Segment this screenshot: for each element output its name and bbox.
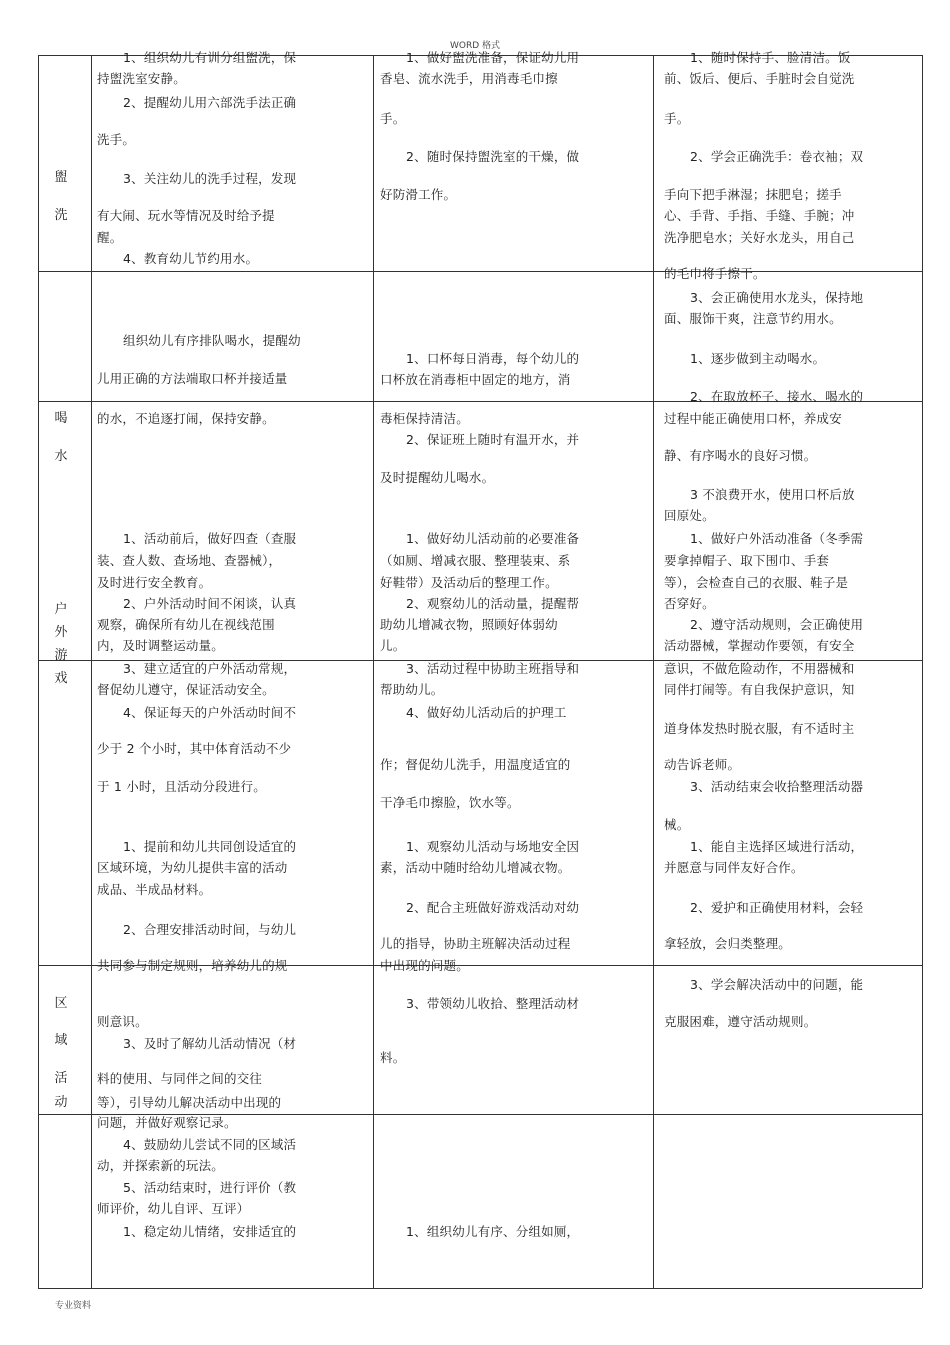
- text-line: 香皂、流水洗手，用消毒毛巾擦: [380, 71, 558, 86]
- text-line: 2、学会正确洗手：卷衣袖；双: [690, 149, 864, 164]
- text-line: 2、遵守活动规则，会正确使用: [690, 617, 864, 632]
- text-line: 拿轻放，会归类整理。: [664, 936, 792, 951]
- category-char: 域: [54, 1033, 68, 1048]
- text-line: 2、在取放杯子、接水、喝水的: [690, 389, 864, 404]
- category-char: 水: [54, 449, 68, 464]
- text-line: 1、观察幼儿活动与场地安全因: [406, 839, 580, 854]
- text-line: 1、逐步做到主动喝水。: [690, 351, 826, 366]
- text-line: 过程中能正确使用口杯，养成安: [664, 411, 842, 426]
- text-line: 好防滑工作。: [380, 187, 457, 202]
- text-line: 毒柜保持清洁。: [380, 411, 469, 426]
- category-char: 喝: [54, 411, 68, 426]
- text-line: 助幼儿增减衣物，照顾好体弱幼: [380, 617, 558, 632]
- category-char: 户: [54, 602, 68, 617]
- text-line: 区域环境，为幼儿提供丰富的活动: [97, 860, 288, 875]
- text-line: 1、做好户外活动准备（冬季需: [690, 531, 864, 546]
- text-line: 洗净肥皂水；关好水龙头，用自己: [664, 230, 855, 245]
- page-header: WORD 格式: [449, 41, 501, 51]
- text-line: 1、口杯每日消毒，每个幼儿的: [406, 351, 580, 366]
- text-line: 的水，不追逐打闹，保持安静。: [97, 411, 275, 426]
- text-line: 4、教育幼儿节约用水。: [123, 251, 259, 266]
- category-char: 活: [54, 1071, 68, 1086]
- text-line: 干净毛巾擦脸，饮水等。: [380, 795, 520, 810]
- text-line: 2、配合主班做好游戏活动对幼: [406, 900, 580, 915]
- text-line: 少于 2 个小时，其中体育活动不少: [97, 741, 292, 756]
- text-line: 及时提醒幼儿喝水。: [380, 470, 495, 485]
- text-line: 醒。: [97, 230, 123, 245]
- text-line: 活动器械，掌握动作要领，有安全: [664, 638, 855, 653]
- text-line: 3、活动过程中协助主班指导和: [406, 661, 580, 676]
- text-line: 要拿掉帽子、取下围巾、手套: [664, 553, 830, 568]
- text-line: 督促幼儿遵守，保证活动安全。: [97, 682, 275, 697]
- text-line: 1、组织幼儿有序、分组如厕，: [406, 1224, 580, 1239]
- text-line: （如厕、增减衣服、整理装束、系: [380, 553, 571, 568]
- category-char: 戏: [54, 671, 68, 686]
- text-line: 1、随时保持手、脸清洁。饭: [690, 50, 851, 65]
- text-line: 素，活动中随时给幼儿增减衣物。: [380, 860, 571, 875]
- text-line: 回原处。: [664, 508, 715, 523]
- text-line: 问题，并做好观察记录。: [97, 1115, 237, 1130]
- text-line: 手向下把手淋湿；抹肥皂；搓手: [664, 187, 842, 202]
- text-line: 的毛巾将手擦干。: [664, 266, 766, 281]
- text-line: 5、活动结束时，进行评价（教: [123, 1180, 297, 1195]
- text-line: 作；督促幼儿洗手，用温度适宜的: [380, 757, 571, 772]
- category-char: 动: [54, 1095, 68, 1110]
- text-line: 中出现的问题。: [380, 958, 469, 973]
- text-line: 克服困难，遵守活动规则。: [664, 1014, 817, 1029]
- category-char: 外: [54, 625, 68, 640]
- text-line: 前、饭后、便后、手脏时会自觉洗: [664, 71, 855, 86]
- text-line: 3、会正确使用水龙头，保持地: [690, 290, 864, 305]
- category-char: 游: [54, 648, 68, 663]
- text-line: 并愿意与同伴友好合作。: [664, 860, 804, 875]
- text-line: 帮助幼儿。: [380, 682, 444, 697]
- category-char: 区: [54, 996, 68, 1011]
- text-line: 手。: [664, 111, 690, 126]
- text-line: 2、随时保持盥洗室的干燥，做: [406, 149, 580, 164]
- text-line: 2、爱护和正确使用材料，会轻: [690, 900, 864, 915]
- text-line: 共同参与制定规则，培养幼儿的规: [97, 958, 288, 973]
- text-line: 意识，不做危险动作，不用器械和: [664, 661, 855, 676]
- text-line: 持盥洗室安静。: [97, 71, 186, 86]
- text-line: 儿。: [380, 638, 406, 653]
- category-char: 盥: [54, 170, 68, 185]
- text-line: 3、建立适宜的户外活动常规，: [123, 661, 297, 676]
- text-line: 械。: [664, 817, 690, 832]
- page-footer: 专业资料: [55, 1301, 92, 1311]
- text-line: 3 不浪费开水，使用口杯后放: [690, 487, 855, 502]
- text-line: 装、查人数、查场地、查器械），: [97, 553, 282, 568]
- text-line: 儿用正确的方法端取口杯并接适量: [97, 371, 288, 386]
- text-line: 动告诉老师。: [664, 757, 741, 772]
- text-line: 于 1 小时，且活动分段进行。: [97, 779, 266, 794]
- text-line: 动，并探索新的玩法。: [97, 1158, 225, 1173]
- text-line: 3、活动结束会收拾整理活动器: [690, 779, 864, 794]
- text-line: 手。: [380, 111, 406, 126]
- text-line: 静、有序喝水的良好习惯。: [664, 448, 817, 463]
- text-line: 否穿好。: [664, 596, 715, 611]
- text-line: 观察，确保所有幼儿在视线范围: [97, 617, 275, 632]
- text-line: 道身体发热时脱衣服，有不适时主: [664, 721, 855, 736]
- text-line: 3、带领幼儿收拾、整理活动材: [406, 996, 580, 1011]
- text-line: 1、做好幼儿活动前的必要准备: [406, 531, 580, 546]
- text-line: 1、能自主选择区域进行活动，: [690, 839, 864, 854]
- text-line: 及时进行安全教育。: [97, 575, 212, 590]
- text-line: 2、保证班上随时有温开水，并: [406, 432, 580, 447]
- text-line: 3、及时了解幼儿活动情况（材: [123, 1036, 297, 1051]
- text-line: 面、服饰干爽，注意节约用水。: [664, 311, 842, 326]
- text-line: 等），引导幼儿解决活动中出现的: [97, 1095, 282, 1110]
- text-line: 组织幼儿有序排队喝水，提醒幼: [123, 333, 301, 348]
- text-line: 儿的指导，协助主班解决活动过程: [380, 936, 571, 951]
- text-line: 有大闹、玩水等情况及时给予提: [97, 208, 275, 223]
- text-line: 4、保证每天的户外活动时间不: [123, 705, 297, 720]
- text-line: 等），会检查自己的衣服、鞋子是: [664, 575, 849, 590]
- text-line: 1、提前和幼儿共同创设适宜的: [123, 839, 297, 854]
- text-line: 料的使用、与同伴之间的交往: [97, 1071, 263, 1086]
- text-line: 师评价，幼儿自评、互评）: [97, 1201, 250, 1216]
- text-line: 4、做好幼儿活动后的护理工: [406, 705, 567, 720]
- text-line: 内，及时调整运动量。: [97, 638, 225, 653]
- text-line: 口杯放在消毒柜中固定的地方，消: [380, 372, 571, 387]
- text-line: 2、提醒幼儿用六部洗手法正确: [123, 95, 297, 110]
- text-line: 4、鼓励幼儿尝试不同的区域活: [123, 1137, 297, 1152]
- text-line: 1、活动前后，做好四查（查服: [123, 531, 297, 546]
- text-line: 3、关注幼儿的洗手过程，发现: [123, 171, 297, 186]
- text-line: 则意识。: [97, 1014, 148, 1029]
- text-line: 2、合理安排活动时间，与幼儿: [123, 922, 297, 937]
- text-line: 料。: [380, 1050, 406, 1065]
- text-line: 成品、半成品材料。: [97, 882, 212, 897]
- text-line: 2、户外活动时间不闲谈，认真: [123, 596, 297, 611]
- category-char: 洗: [54, 208, 68, 223]
- text-line: 3、学会解决活动中的问题，能: [690, 977, 864, 992]
- text-line: 心、手背、手指、手缝、手腕；冲: [664, 208, 855, 223]
- text-line: 洗手。: [97, 132, 136, 147]
- text-line: 1、做好盥洗准备，保证幼儿用: [406, 50, 580, 65]
- text-line: 2、观察幼儿的活动量，提醒帮: [406, 596, 580, 611]
- text-line: 同伴打闹等。有自我保护意识，知: [664, 682, 855, 697]
- text-line: 好鞋带）及活动后的整理工作。: [380, 575, 558, 590]
- text-line: 1、稳定幼儿情绪，安排适宜的: [123, 1224, 297, 1239]
- text-line: 1、组织幼儿有训分组盥洗，保: [123, 50, 297, 65]
